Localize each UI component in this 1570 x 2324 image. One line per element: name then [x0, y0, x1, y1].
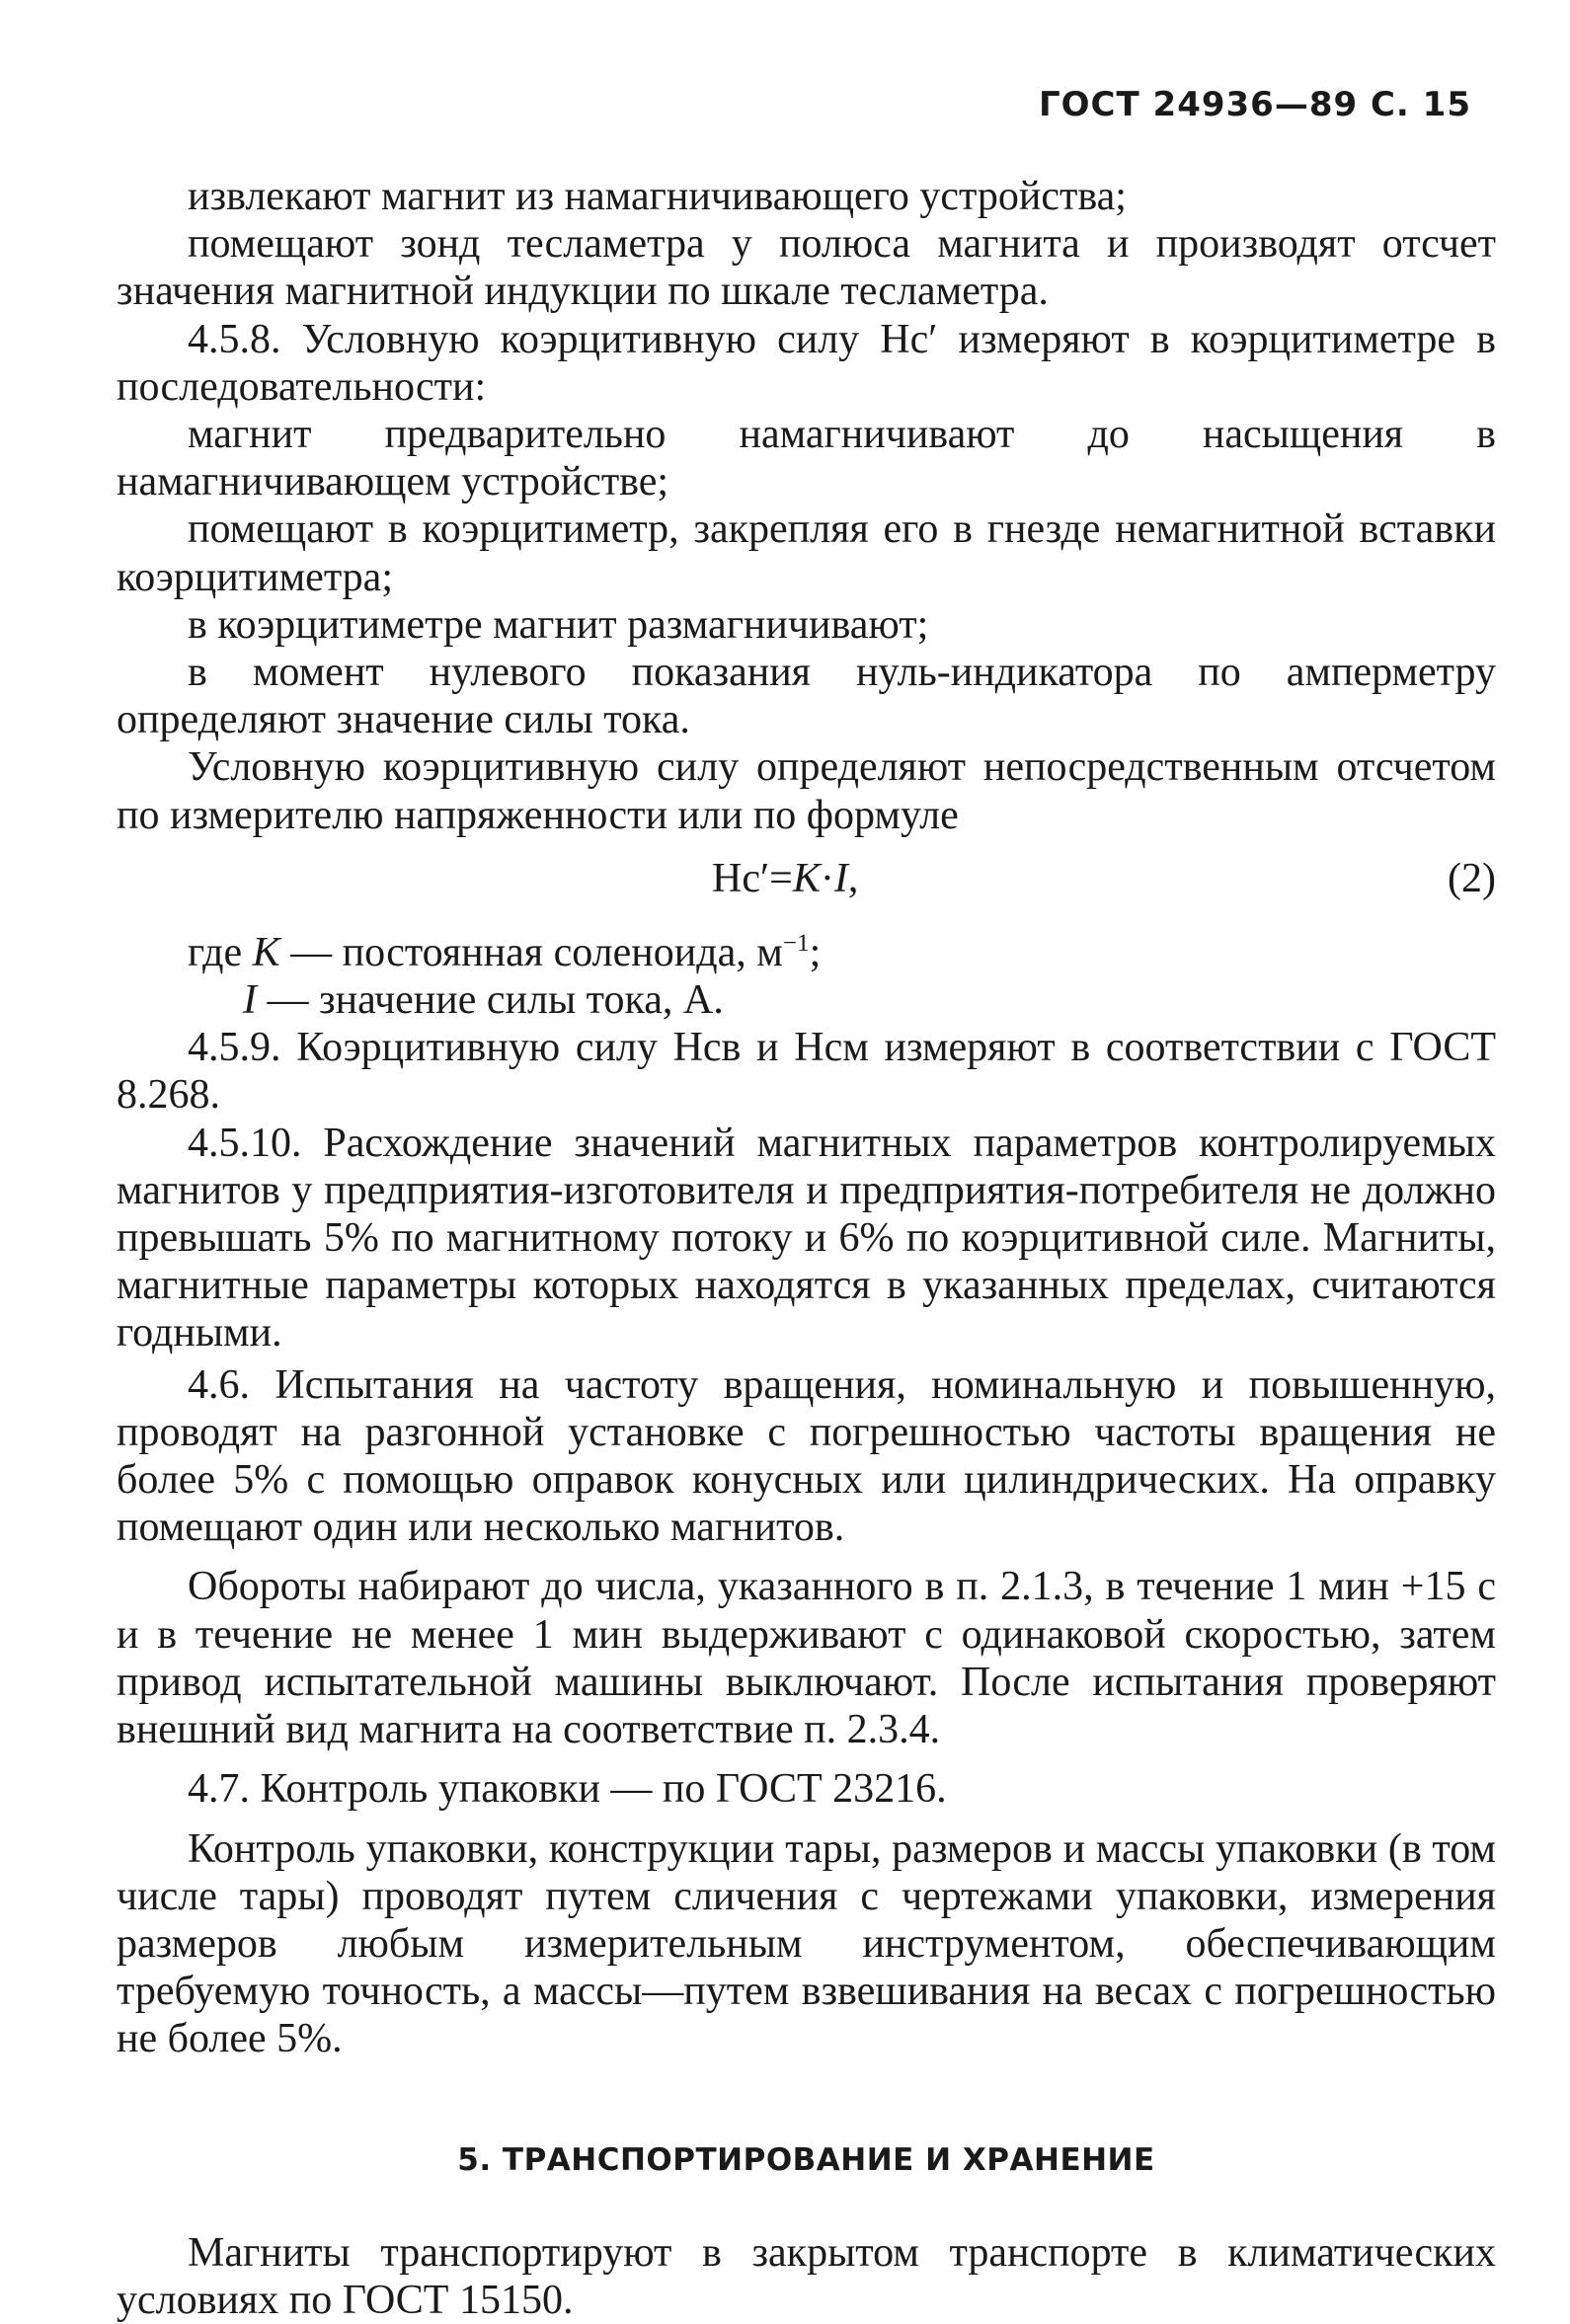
- paragraph: в момент нулевого показания нуль-индикатора по амперметру определяют значение силы тока.: [117, 650, 1496, 743]
- paragraph: извлекают магнит из намагничивающего устройства;: [188, 174, 1127, 219]
- formula-i: I: [833, 855, 848, 901]
- body-text: [117, 173, 1496, 2324]
- formula-dot: ·: [820, 855, 834, 901]
- paragraph: магнит предварительно намагничивают до насыщения в намагничивающем устройстве;: [117, 412, 1496, 505]
- formula-tail: ,: [847, 855, 859, 901]
- formula-k: K: [792, 855, 821, 901]
- where-i-line: [117, 976, 1496, 1024]
- paragraph-4-5-10: 4.5.10. Расхождение значений магнитных параметров контролируемых магнитов у предприятия-изготовителя и предприятия-потребителя не должно превышать 5% по магнитному потоку и 6% по коэрцитивной силе. Магниты, магнитные параметры которых находятся в указанных пределах, считаются годными.: [117, 1120, 1496, 1356]
- where-k-line: [117, 920, 1496, 976]
- paragraph-4-5-8: 4.5.8. Условную коэрцитивную силу Hc′ измеряют в коэрцитиметре в последовательности:: [117, 316, 1496, 410]
- where-lead: где: [188, 929, 243, 975]
- formula-eq: =: [769, 855, 793, 901]
- paragraph: в коэрцитиметре магнит размагничивают;: [188, 601, 929, 648]
- where-k-text: — постоянная соленоида, м: [279, 929, 783, 975]
- paragraph-section-5: Магниты транспортируют в закрытом транспорте в климатических условиях по ГОСТ 15150.: [117, 2229, 1496, 2323]
- formula-lhs: Hc′: [712, 855, 770, 901]
- formula-row: [117, 841, 1496, 920]
- paragraph-4-5-9: 4.5.9. Коэрцитивную силу Hcв и Hcм измеряют в соответствии с ГОСТ 8.268.: [117, 1025, 1496, 1119]
- paragraph: помещают в коэрцитиметр, закрепляя его в гнезде немагнитной вставки коэрцитиметра;: [117, 506, 1496, 600]
- where-k-exponent: −1: [782, 929, 810, 957]
- formula-2: [712, 855, 858, 902]
- section-title: 5. ТРАНСПОРТИРОВАНИЕ И ХРАНЕНИЕ: [457, 2141, 1155, 2178]
- where-i-text: — значение силы тока, А.: [257, 977, 724, 1024]
- where-k-tail: ;: [809, 929, 822, 975]
- paragraph: Контроль упаковки, конструкции тары, размеров и массы упаковки (в том числе тары) проводят путем сличения с чертежами упаковки, измерения размеров любым измерительным инструментом, обеспечивающим требуемую точность, а массы—путем взвешивания на весах с погрешностью не более 5%.: [117, 1825, 1496, 2062]
- equation-number: (2): [1448, 855, 1496, 901]
- paragraph: Обороты набирают до числа, указанного в п. 2.1.3, в течение 1 мин +15 с и в течение не менее 1 мин выдерживают с одинаковой скоростью, затем привод испытательной машины выключают. После испытания проверяют внешний вид магнита на соответствие п. 2.3.4.: [117, 1564, 1496, 1753]
- paragraph-4-6: 4.6. Испытания на частоту вращения, номинальную и повышенную, проводят на разгонной установке с погрешностью частоты вращения не более 5% с помощью оправок конусных или цилиндрических. На оправку помещают один или несколько магнитов.: [117, 1361, 1496, 1551]
- paragraph-4-7: 4.7. Контроль упаковки — по ГОСТ 23216.: [188, 1766, 947, 1813]
- where-k-symbol: K: [252, 929, 280, 975]
- paragraph: помещают зонд тесламетра у полюса магнита и производят отсчет значения магнитной индукции по шкале тесламетра.: [117, 221, 1496, 315]
- paragraph: Условную коэрцитивную силу определяют непосредственным отсчетом по измерителю напряженности или по формуле: [117, 744, 1496, 838]
- where-i-symbol: I: [243, 977, 257, 1024]
- running-header: ГОСТ 24936—89 С. 15: [1038, 85, 1471, 124]
